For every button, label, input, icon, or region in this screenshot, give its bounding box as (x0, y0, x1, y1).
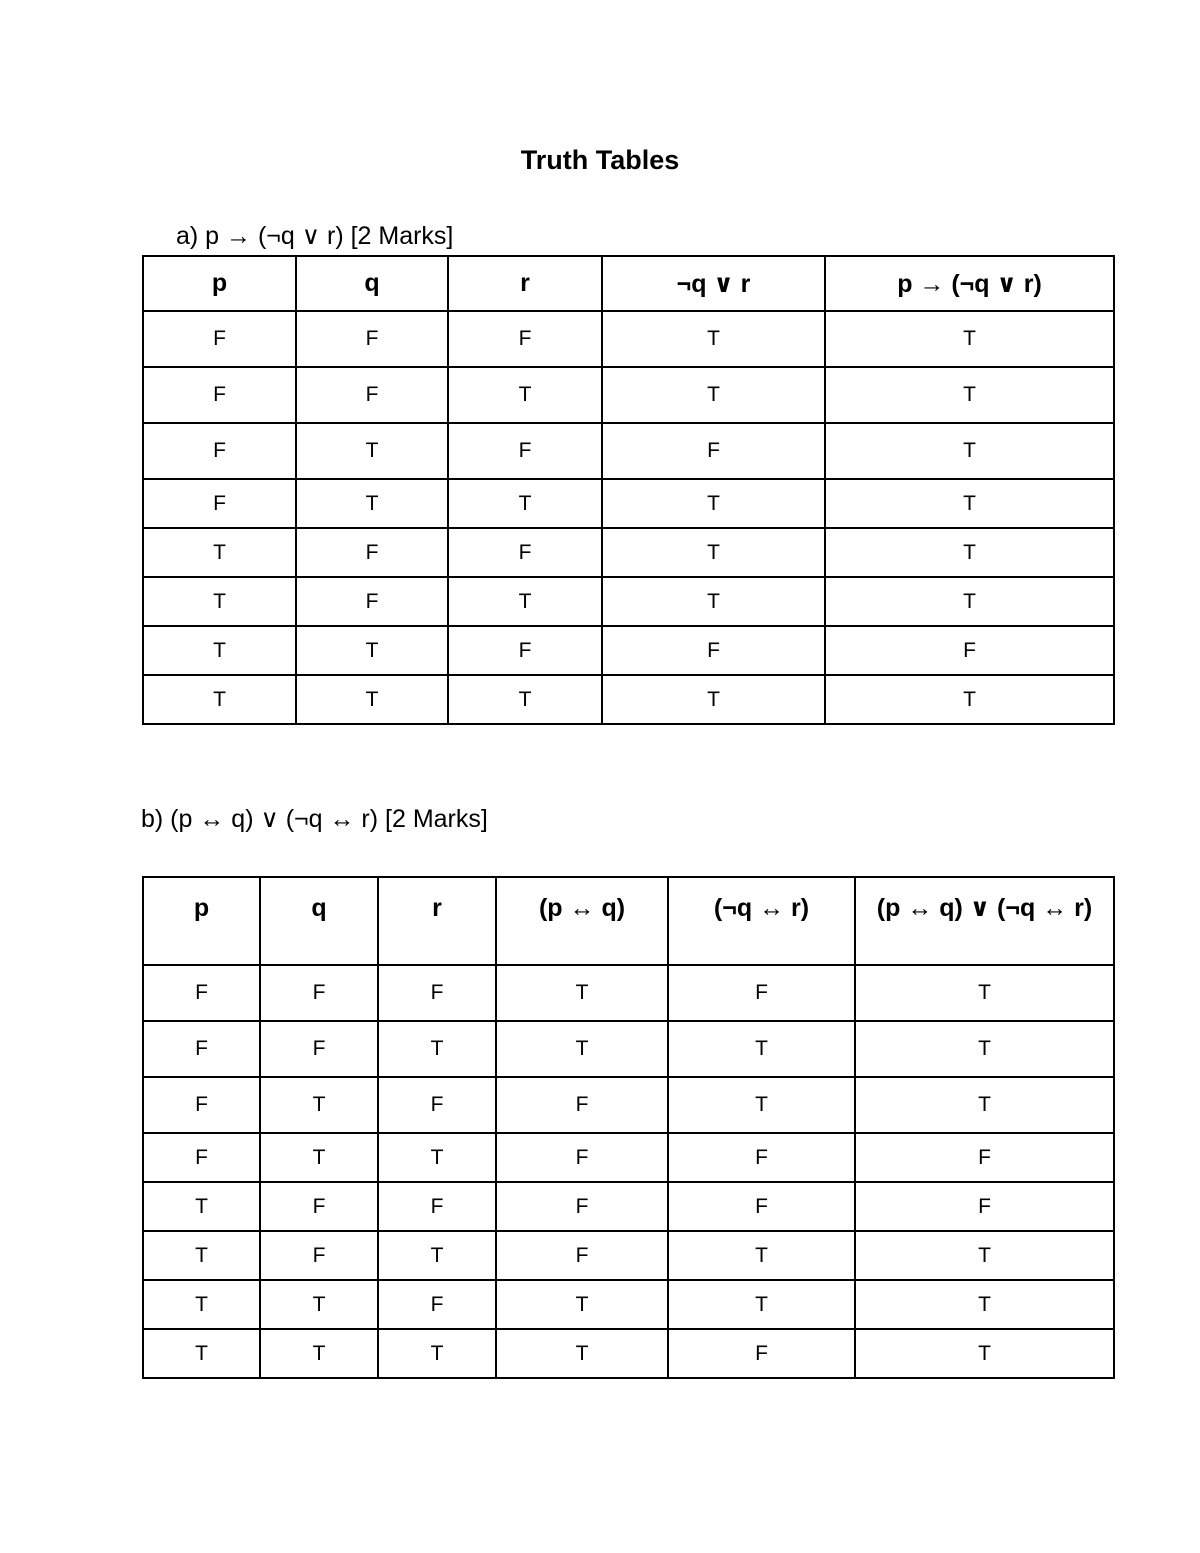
table-cell: F (668, 1133, 855, 1182)
table-cell: F (378, 965, 496, 1021)
table-cell: F (296, 577, 448, 626)
table-cell: T (448, 367, 602, 423)
table-cell: T (825, 577, 1114, 626)
table-cell: T (448, 675, 602, 724)
table-cell: T (448, 479, 602, 528)
table-row (143, 423, 1114, 479)
table-cell: T (668, 1077, 855, 1133)
table-cell: T (855, 1329, 1114, 1378)
table-cell: T (602, 311, 825, 367)
table-cell: F (855, 1182, 1114, 1231)
table-cell: T (825, 479, 1114, 528)
table-cell: T (668, 1280, 855, 1329)
table-cell: F (143, 1021, 260, 1077)
table-cell: F (855, 1133, 1114, 1182)
table-cell: T (378, 1231, 496, 1280)
table-row (143, 577, 1114, 626)
table-cell: T (296, 626, 448, 675)
table-cell: F (143, 311, 296, 367)
table-cell: T (825, 423, 1114, 479)
table-cell: T (260, 1329, 378, 1378)
table-cell: F (496, 1077, 668, 1133)
header-cell: r (378, 877, 496, 965)
table-cell: T (855, 1077, 1114, 1133)
table-row (143, 626, 1114, 675)
header-cell: q (260, 877, 378, 965)
table-cell: F (378, 1280, 496, 1329)
page-title: Truth Tables (520, 145, 680, 175)
table-row (143, 311, 1114, 367)
table-cell: T (855, 1021, 1114, 1077)
table-cell: T (602, 367, 825, 423)
table-cell: T (378, 1329, 496, 1378)
header-cell: (p ↔ q) ∨ (¬q ↔ r) (855, 877, 1114, 965)
table-cell: T (855, 965, 1114, 1021)
table-row (143, 528, 1114, 577)
table-cell: F (668, 1182, 855, 1231)
table-cell: F (296, 528, 448, 577)
table-cell: T (143, 1329, 260, 1378)
header-cell: p → (¬q ∨ r) (825, 256, 1114, 311)
table-cell: F (668, 1329, 855, 1378)
table-cell: T (448, 577, 602, 626)
table-cell: F (448, 423, 602, 479)
table-cell: T (855, 1280, 1114, 1329)
table-cell: T (496, 965, 668, 1021)
table-cell: F (448, 626, 602, 675)
table-row (143, 1231, 1114, 1280)
table-cell: F (668, 965, 855, 1021)
table-cell: T (260, 1280, 378, 1329)
table-cell: F (143, 1077, 260, 1133)
table-row (143, 367, 1114, 423)
table-cell: T (260, 1077, 378, 1133)
table-cell: T (296, 675, 448, 724)
table-cell: F (496, 1182, 668, 1231)
table-cell: F (448, 311, 602, 367)
table-cell: F (378, 1182, 496, 1231)
table-cell: T (296, 423, 448, 479)
table-cell: T (143, 1182, 260, 1231)
truth-table-a (142, 255, 1115, 725)
table-cell: T (496, 1329, 668, 1378)
table-cell: F (143, 479, 296, 528)
table-cell: T (378, 1021, 496, 1077)
header-cell: p (143, 256, 296, 311)
header-cell: q (296, 256, 448, 311)
table-cell: T (143, 577, 296, 626)
table-cell: F (143, 367, 296, 423)
table-cell: F (496, 1133, 668, 1182)
table-cell: F (260, 1231, 378, 1280)
table-cell: T (496, 1021, 668, 1077)
table-cell: F (296, 367, 448, 423)
header-cell: (¬q ↔ r) (668, 877, 855, 965)
table-cell: F (143, 965, 260, 1021)
header-cell: (p ↔ q) (496, 877, 668, 965)
table-cell: T (143, 1231, 260, 1280)
table-cell: T (496, 1280, 668, 1329)
table-cell: F (448, 528, 602, 577)
table-cell: F (143, 1133, 260, 1182)
table-row (143, 1021, 1114, 1077)
table-row (143, 1329, 1114, 1378)
header-cell: ¬q ∨ r (602, 256, 825, 311)
table-cell: T (825, 367, 1114, 423)
table-cell: T (602, 528, 825, 577)
table-cell: T (260, 1133, 378, 1182)
table-header-row (143, 877, 1114, 965)
section-a-heading: a) p → (¬q ∨ r) [2 Marks] (176, 222, 454, 250)
table-cell: T (602, 577, 825, 626)
table-cell: T (668, 1021, 855, 1077)
table-cell: T (143, 626, 296, 675)
table-row (143, 675, 1114, 724)
table-cell: F (260, 965, 378, 1021)
table-cell: T (378, 1133, 496, 1182)
table-cell: F (260, 1021, 378, 1077)
table-cell: T (855, 1231, 1114, 1280)
header-cell: r (448, 256, 602, 311)
table-row (143, 1077, 1114, 1133)
header-cell: p (143, 877, 260, 965)
truth-table-b (142, 876, 1115, 1379)
table-cell: T (825, 528, 1114, 577)
table-cell: T (602, 675, 825, 724)
table-row (143, 479, 1114, 528)
table-row (143, 965, 1114, 1021)
table-row (143, 1182, 1114, 1231)
table-cell: T (668, 1231, 855, 1280)
table-cell: T (825, 311, 1114, 367)
section-b-heading: b) (p ↔ q) ∨ (¬q ↔ r) [2 Marks] (141, 805, 488, 833)
table-header-row (143, 256, 1114, 311)
table-cell: F (602, 423, 825, 479)
table-cell: F (378, 1077, 496, 1133)
table-cell: F (496, 1231, 668, 1280)
table-cell: F (602, 626, 825, 675)
table-cell: T (143, 528, 296, 577)
table-cell: F (825, 626, 1114, 675)
table-row (143, 1133, 1114, 1182)
table-cell: T (143, 675, 296, 724)
table-cell: T (296, 479, 448, 528)
table-cell: F (260, 1182, 378, 1231)
table-row (143, 1280, 1114, 1329)
table-cell: F (296, 311, 448, 367)
table-cell: T (602, 479, 825, 528)
table-cell: T (143, 1280, 260, 1329)
table-cell: T (825, 675, 1114, 724)
table-cell: F (143, 423, 296, 479)
